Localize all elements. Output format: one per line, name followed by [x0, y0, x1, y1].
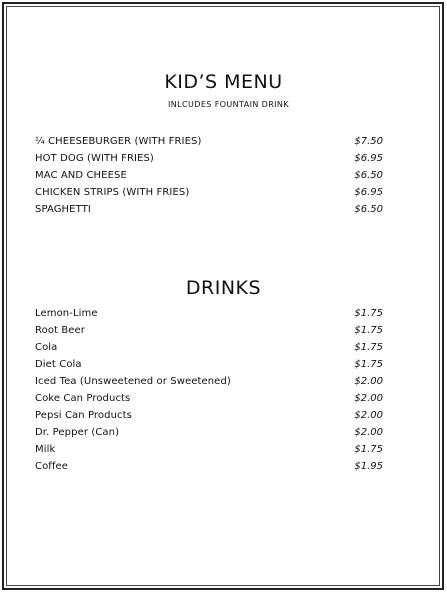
drink-item-name: Iced Tea (Unsweetened or Sweetened) — [35, 376, 231, 387]
drink-item — [35, 322, 383, 339]
menu-item-price: $6.95 — [354, 187, 383, 198]
drink-item-name: Coffee — [35, 461, 69, 472]
menu-item — [35, 201, 383, 218]
drink-item-name: Milk — [35, 444, 56, 455]
drink-item — [35, 390, 383, 407]
menu-item-name: SPAGHETTI — [35, 204, 91, 215]
drink-item-price: $1.75 — [354, 325, 383, 336]
menu-item — [35, 184, 383, 201]
drink-item-price: $2.00 — [354, 427, 383, 438]
menu-item-price: $7.50 — [354, 136, 383, 147]
menu-item-price: $6.50 — [354, 170, 383, 181]
menu-item-name: CHICKEN STRIPS (WITH FRIES) — [35, 187, 190, 198]
drinks-list — [35, 305, 383, 475]
kids-menu-title: KID’S MENU — [164, 71, 283, 93]
menu-item-name: ¼ CHEESEBURGER (WITH FRIES) — [35, 136, 202, 147]
drink-item — [35, 305, 383, 322]
drink-item-price: $1.75 — [354, 308, 383, 319]
drink-item-name: Diet Cola — [35, 359, 82, 370]
drink-item — [35, 424, 383, 441]
menu-item — [35, 150, 383, 167]
drink-item-name: Pepsi Can Products — [35, 410, 132, 421]
drink-item — [35, 339, 383, 356]
drink-item-price: $1.75 — [354, 359, 383, 370]
menu-item-price: $6.95 — [354, 153, 383, 164]
drink-item-price: $1.95 — [354, 461, 383, 472]
drink-item — [35, 407, 383, 424]
drink-item — [35, 356, 383, 373]
drink-item-price: $1.75 — [354, 342, 383, 353]
menu-item-name: HOT DOG (WITH FRIES) — [35, 153, 154, 164]
drink-item-price: $2.00 — [354, 376, 383, 387]
drink-item-price: $1.75 — [354, 444, 383, 455]
drink-item — [35, 373, 383, 390]
menu-item-price: $6.50 — [354, 204, 383, 215]
menu-item — [35, 133, 383, 150]
drink-item-name: Lemon-Lime — [35, 308, 98, 319]
kids-menu-subtitle: INLCUDES FOUNTAIN DRINK — [168, 100, 289, 109]
drink-item-name: Dr. Pepper (Can) — [35, 427, 120, 438]
kids-menu-list — [35, 133, 383, 218]
drinks-title: DRINKS — [185, 277, 262, 299]
menu-item-name: MAC AND CHEESE — [35, 170, 127, 181]
drink-item — [35, 441, 383, 458]
drink-item-price: $2.00 — [354, 410, 383, 421]
drink-item-price: $2.00 — [354, 393, 383, 404]
drink-item — [35, 458, 383, 475]
menu-item — [35, 167, 383, 184]
drink-item-name: Cola — [35, 342, 58, 353]
drink-item-name: Root Beer — [35, 325, 86, 336]
drink-item-name: Coke Can Products — [35, 393, 131, 404]
